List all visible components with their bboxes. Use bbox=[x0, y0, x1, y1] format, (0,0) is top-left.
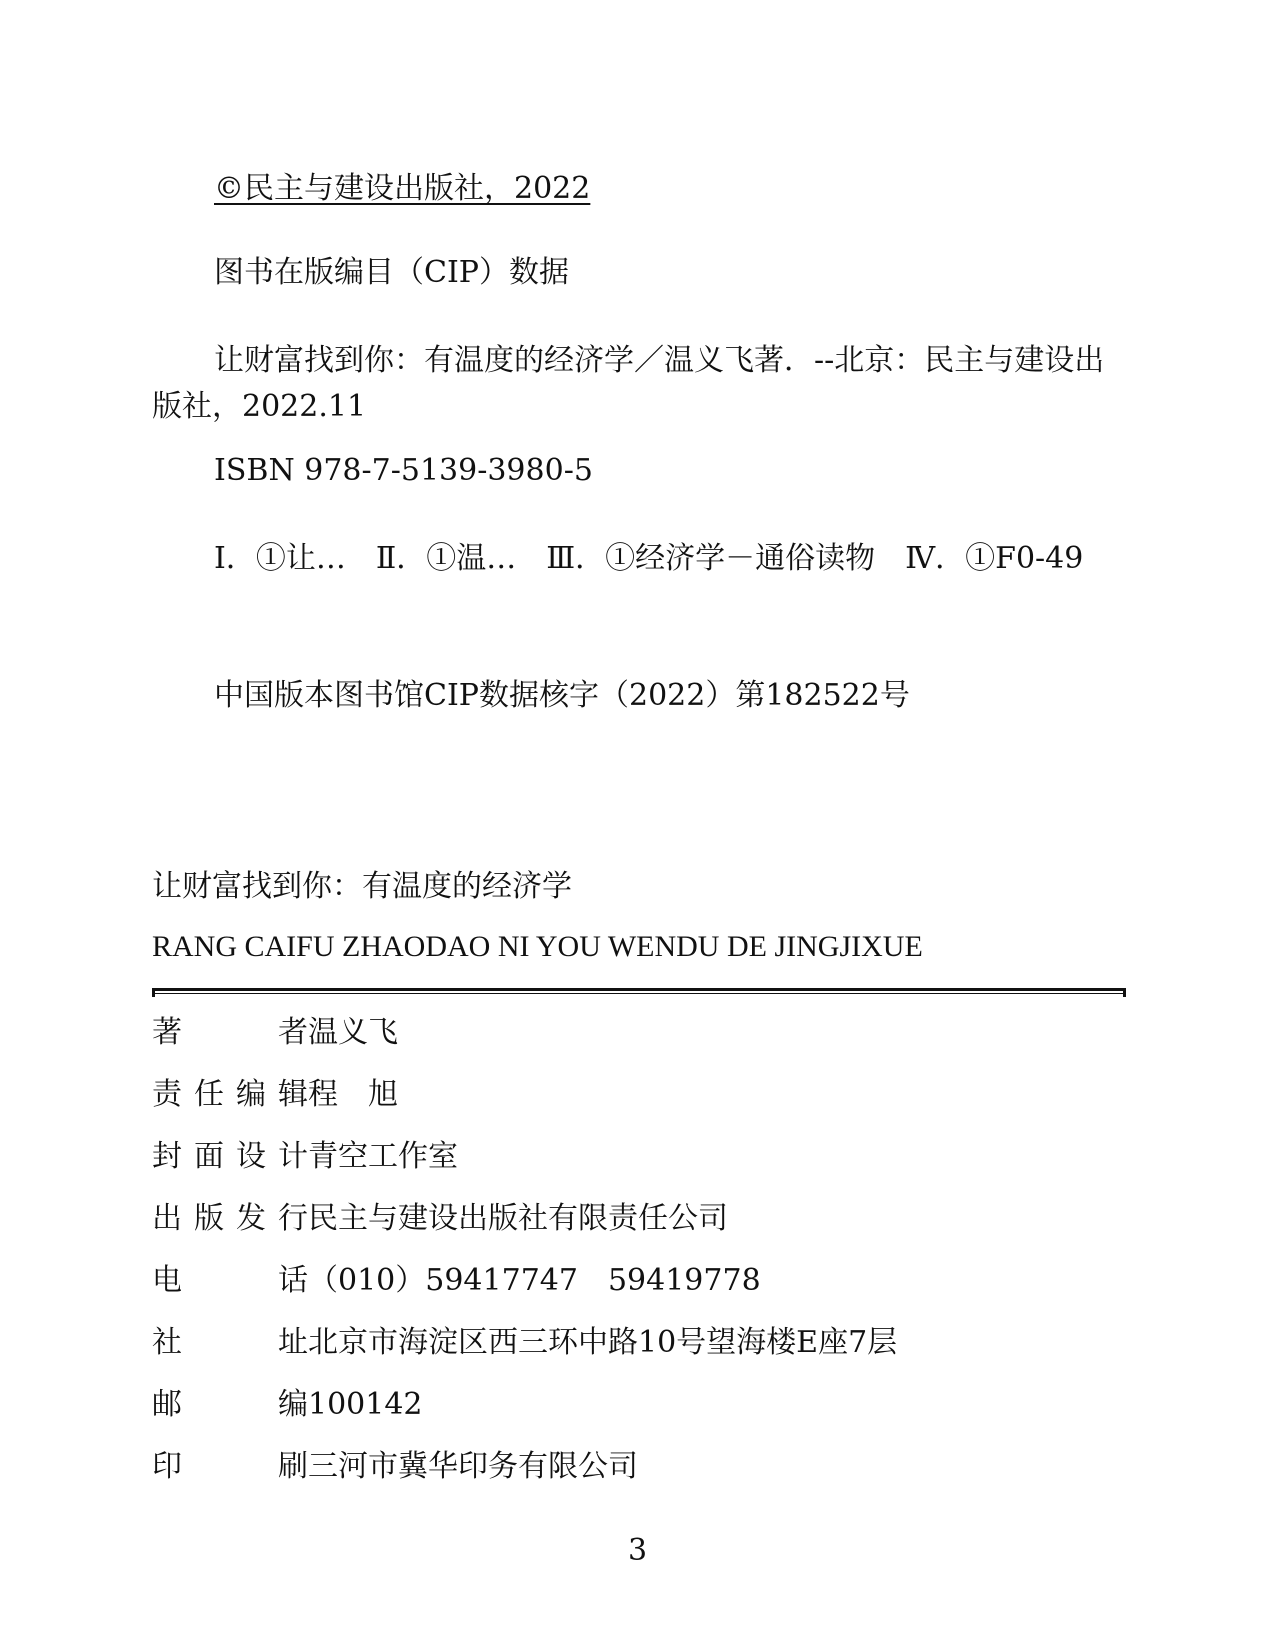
detail-label: 出版发行 bbox=[152, 1201, 308, 1236]
detail-label: 邮编 bbox=[152, 1387, 308, 1422]
detail-row-editor bbox=[152, 1072, 398, 1118]
detail-value: 民主与建设出版社有限责任公司 bbox=[308, 1201, 728, 1236]
book-title: 让财富找到你：有温度的经济学 bbox=[152, 869, 572, 904]
detail-value: 三河市冀华印务有限公司 bbox=[308, 1449, 638, 1484]
cip-entry: 让财富找到你：有温度的经济学／温义飞著．--北京：民主与建设出版社，2022.11 bbox=[152, 343, 1105, 424]
page-number: 3 bbox=[627, 1533, 648, 1568]
detail-row-publisher bbox=[152, 1196, 728, 1242]
detail-label: 印刷 bbox=[152, 1449, 308, 1484]
detail-value: 100142 bbox=[308, 1387, 423, 1422]
detail-row-printer bbox=[152, 1444, 638, 1490]
book-title-pinyin: RANG CAIFU ZHAODAO NI YOU WENDU DE JINGJIXUE bbox=[152, 930, 923, 963]
detail-label: 著者 bbox=[152, 1015, 308, 1050]
cip-heading: 图书在版编目（CIP）数据 bbox=[214, 255, 569, 290]
detail-value: 青空工作室 bbox=[308, 1139, 458, 1174]
cip-verification: 中国版本图书馆CIP数据核字（2022）第182522号 bbox=[214, 678, 910, 713]
classification: Ⅰ．①让… Ⅱ．①温… Ⅲ．①经济学－通俗读物 Ⅳ．①F0-49 bbox=[214, 541, 1084, 576]
detail-label: 社址 bbox=[152, 1325, 308, 1360]
detail-label: 责任编辑 bbox=[152, 1077, 308, 1112]
copyright-line: ©民主与建设出版社，2022 bbox=[214, 171, 591, 206]
detail-row-postcode bbox=[152, 1382, 423, 1428]
isbn: ISBN 978-7-5139-3980-5 bbox=[214, 453, 593, 488]
detail-row-author bbox=[152, 1010, 398, 1056]
detail-value: 北京市海淀区西三环中路10号望海楼E座7层 bbox=[308, 1325, 898, 1360]
detail-value: （010）59417747 59419778 bbox=[308, 1263, 761, 1298]
detail-label: 电话 bbox=[152, 1263, 308, 1298]
detail-value: 程 旭 bbox=[308, 1077, 398, 1112]
detail-label: 封面设计 bbox=[152, 1139, 308, 1174]
double-rule-divider bbox=[152, 988, 1126, 994]
detail-row-phone bbox=[152, 1258, 761, 1304]
detail-value: 温义飞 bbox=[308, 1015, 398, 1050]
detail-row-address bbox=[152, 1320, 897, 1366]
detail-row-cover-design bbox=[152, 1134, 458, 1180]
